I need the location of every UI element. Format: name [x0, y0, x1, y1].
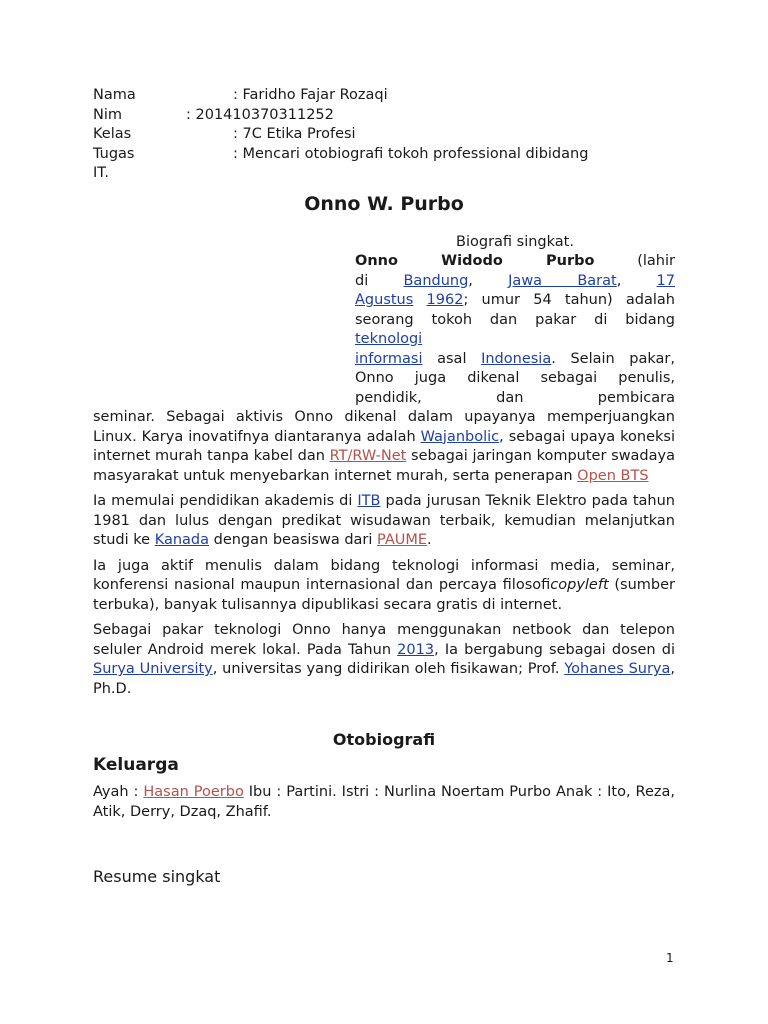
keluarga-heading: Keluarga: [93, 755, 179, 775]
bio-text: seminar. Sebagai aktivis Onno dikenal dalam upayanya memperjuangkan Linux. Karya inovatifnya diantaranya adalah: [93, 409, 675, 445]
page-title: Onno W. Purbo: [304, 192, 464, 215]
tugas-value: : Mencari otobiografi tokoh professional dibidang: [233, 145, 589, 162]
link-teknologi[interactable]: teknologi: [355, 331, 423, 347]
link-hasan-poerbo[interactable]: Hasan Poerbo: [143, 784, 244, 800]
para-text: , Ia bergabung sebagai dosen di: [434, 641, 676, 658]
bio-text: asal: [422, 350, 482, 367]
tugas-label: Tugas: [93, 145, 135, 162]
bio-text: (lahir: [594, 253, 675, 269]
para-text: , Ph.D.: [93, 661, 675, 697]
para-text: Sebagai pakar teknologi Onno hanya menggunakan netbook dan telepon seluler Android merek lokal. Pada Tahun: [93, 622, 675, 658]
header-row-nama: [93, 86, 675, 106]
document-page: [93, 86, 675, 888]
para-text: (sumber terbuka), banyak tulisannya dipublikasi secara gratis di internet.: [93, 577, 675, 613]
link-open-bts[interactable]: Open BTS: [577, 467, 649, 484]
bio-line-7: Onno juga dikenal sebagai penulis,: [355, 370, 675, 386]
link-2013[interactable]: 2013: [397, 641, 435, 658]
education-paragraph: [93, 492, 675, 551]
bio-text: . Selain pakar,: [551, 350, 675, 367]
link-surya-university[interactable]: Surya University: [93, 661, 213, 677]
link-itb[interactable]: ITB: [357, 493, 381, 509]
bio-line-2: di Bandung, Jawa Barat, 17: [355, 272, 675, 289]
header-row-tugas: [93, 145, 675, 165]
nim-value: : 201410370311252: [186, 106, 334, 123]
para-text: .: [427, 532, 432, 548]
bio-text: ; umur 54 tahun) adalah: [463, 292, 675, 308]
student-header: [93, 86, 675, 184]
para-text: Ia juga aktif menulis dalam bidang teknologi informasi media, seminar, konferensi nasional maupun internasional dan percaya filosofi: [93, 557, 675, 593]
bio-line-4: seorang tokoh dan pakar di bidang: [355, 311, 675, 328]
copyleft-term: copyleft: [550, 577, 609, 593]
bio-line-8: pendidik, dan pembicara: [355, 389, 675, 406]
writing-paragraph: [93, 557, 675, 616]
link-rt-rw-net[interactable]: RT/RW-Net: [329, 448, 407, 464]
link-17[interactable]: 17: [656, 272, 675, 289]
link-wajanbolic[interactable]: Wajanbolic: [420, 428, 500, 445]
bio-line-3: [355, 291, 675, 311]
bio-paragraph-continued: [93, 408, 675, 486]
para-text: Ibu : Partini. Istri : Nurlina Noertam Purbo Anak : Ito, Reza, Atik, Derry, Dzaq, Zhafif.: [93, 784, 675, 820]
career-paragraph: [93, 621, 675, 699]
link-bandung[interactable]: Bandung: [403, 272, 469, 289]
link-1962[interactable]: 1962: [426, 292, 464, 308]
link-yohanes-surya[interactable]: Yohanes Surya: [564, 661, 671, 677]
bio-text: di: [355, 272, 404, 289]
para-text: Ia memulai pendidikan akademis di: [93, 493, 358, 509]
link-informasi[interactable]: informasi: [355, 350, 423, 367]
header-row-kelas: [93, 125, 675, 145]
family-paragraph: [93, 783, 675, 822]
bio-text: sebagai jaringan komputer swadaya masyarakat untuk menyebarkan internet murah, serta penerapan: [93, 448, 675, 484]
bio-line-1: [355, 252, 675, 272]
biography-section: [93, 233, 675, 487]
link-kanada[interactable]: Kanada: [154, 532, 209, 548]
bio-line-6: [355, 350, 675, 370]
nama-value: : Faridho Fajar Rozaqi: [233, 87, 388, 103]
link-paume[interactable]: PAUME: [377, 532, 428, 548]
page-number: 1: [666, 951, 674, 965]
link-agustus[interactable]: Agustus: [355, 292, 414, 308]
kelas-value: : 7C Etika Profesi: [233, 126, 356, 142]
resume-heading: Resume singkat: [93, 867, 221, 886]
header-row-nim: [93, 106, 675, 126]
bio-name: Onno Widodo Purbo: [355, 253, 595, 269]
tugas-continuation: IT.: [93, 165, 110, 181]
nama-label: Nama: [93, 87, 136, 103]
bio-text: , sebagai upaya koneksi internet murah tanpa kabel dan: [93, 428, 675, 464]
nim-label: Nim: [93, 106, 122, 123]
otobiografi-heading: Otobiografi: [332, 730, 436, 749]
bio-indented-lines: [355, 252, 675, 408]
bio-line-5: [355, 330, 675, 350]
bio-subtitle: Biografi singkat.: [456, 233, 574, 250]
para-text: pada jurusan Teknik Elektro pada tahun 1981 dan lulus dengan predikat wisudawan terbaik, kemudian melanjutkan studi ke: [93, 493, 675, 548]
kelas-label: Kelas: [93, 126, 132, 142]
para-text: dengan beasiswa dari: [209, 532, 378, 548]
link-jawa-barat[interactable]: Jawa Barat: [508, 272, 617, 289]
para-text: , universitas yang didirikan oleh fisikawan; Prof.: [212, 661, 565, 677]
link-indonesia[interactable]: Indonesia: [481, 350, 552, 367]
para-text: Ayah :: [93, 784, 144, 800]
